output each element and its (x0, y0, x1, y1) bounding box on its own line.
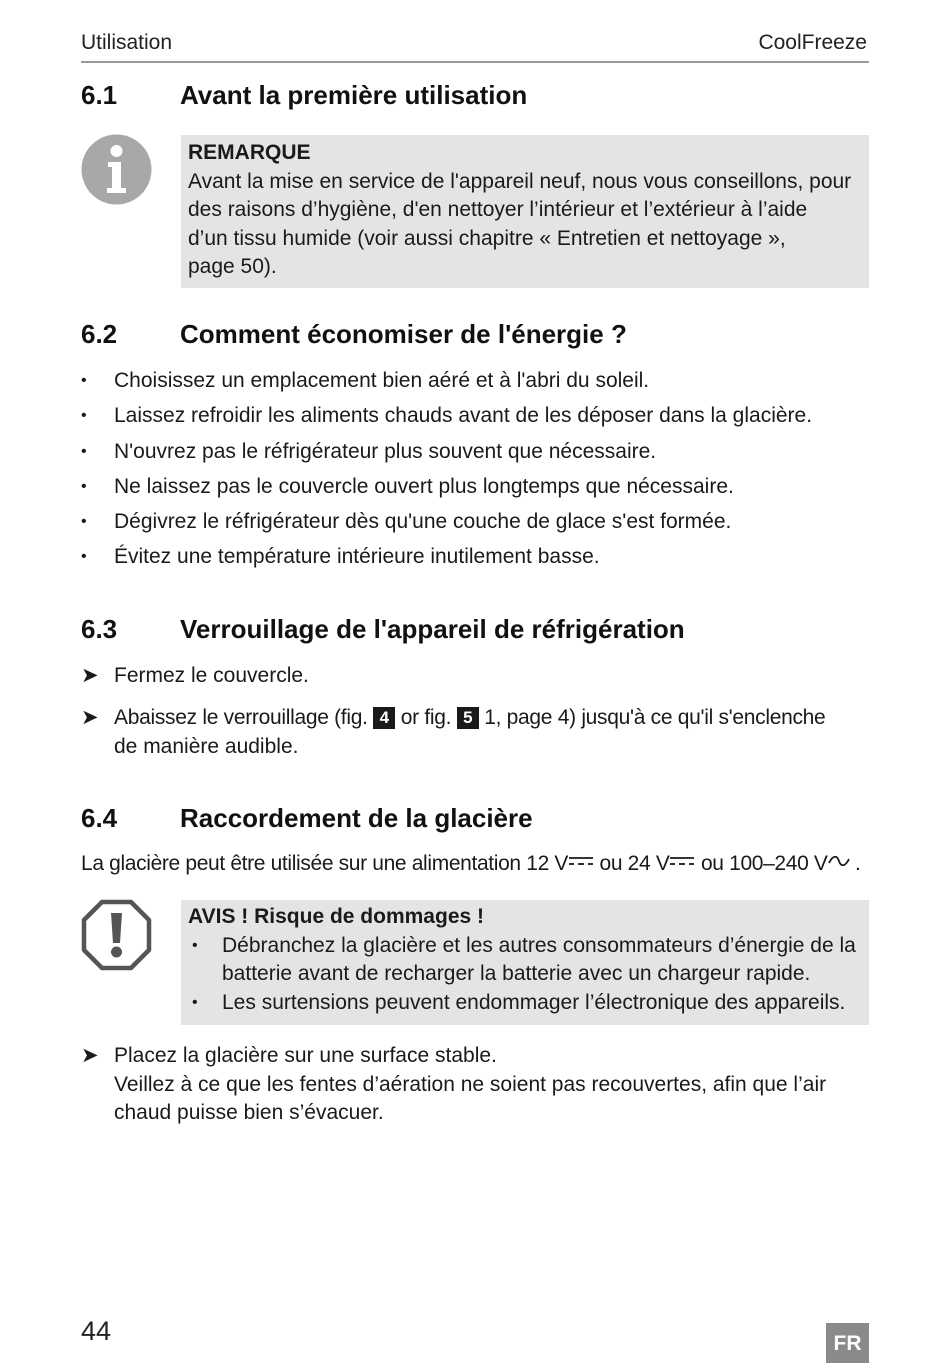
remark-box (181, 135, 869, 288)
list-item-text: N'ouvrez pas le réfrigérateur plus souvent que nécessaire. (114, 440, 657, 463)
bullet-glyph: • (81, 513, 87, 530)
remark-line: des raisons d’hygiène, d'en nettoyer l’intérieur et l’extérieur à l’aide (188, 198, 808, 221)
ac-symbol-icon (828, 854, 850, 868)
language-badge: FR (826, 1323, 869, 1363)
section-title: Avant la première utilisation (180, 80, 528, 110)
list-item-text: Choisissez un emplacement bien aéré et à l'abri du soleil. (114, 369, 650, 392)
section-number: 6.3 (81, 614, 118, 644)
bullet-glyph: • (81, 372, 87, 389)
paragraph-text: ou 100–240 V (695, 852, 828, 875)
warning-icon (81, 899, 152, 971)
warning-box (181, 900, 869, 1025)
instruction-step (81, 704, 869, 764)
warning-line: batterie avant de recharger la batterie avec un chargeur rapide. (222, 962, 811, 985)
figure-ref-badge: 5 (457, 707, 479, 729)
remark-title: REMARQUE (188, 141, 311, 164)
info-icon (81, 134, 152, 205)
warning-list-item (188, 932, 868, 989)
section-number: 6.4 (81, 803, 118, 833)
section-title: Comment économiser de l'énergie ? (180, 319, 627, 349)
section-heading-6-4 (81, 803, 869, 837)
step-text: or fig. (395, 706, 457, 729)
section-number: 6.1 (81, 80, 118, 110)
step-text: chaud puisse bien s’évacuer. (114, 1101, 384, 1124)
paragraph-text: La glacière peut être utilisée sur une alimentation 12 V (81, 852, 569, 875)
list-item-text: Ne laissez pas le couvercle ouvert plus longtemps que nécessaire. (114, 475, 734, 498)
running-header-product: CoolFreeze (758, 31, 867, 54)
section-title: Verrouillage de l'appareil de réfrigération (180, 614, 685, 644)
section-title: Raccordement de la glacière (180, 803, 533, 833)
warning-list-item (188, 989, 868, 1018)
remark-line: Avant la mise en service de l'appareil neuf, nous vous conseillons, pour (188, 169, 852, 193)
arrow-icon: ➤ (81, 1044, 99, 1067)
bullet-glyph: • (81, 478, 87, 495)
paragraph-text: ou 24 V (594, 852, 670, 875)
list-item-text: Dégivrez le réfrigérateur dès qu'une couche de glace s'est formée. (114, 510, 732, 533)
header-rule (81, 61, 869, 63)
instruction-step (81, 1042, 869, 1132)
bullet-glyph: • (81, 443, 87, 460)
arrow-icon: ➤ (81, 664, 99, 687)
running-header-section: Utilisation (81, 31, 173, 54)
bullet-glyph: • (81, 548, 87, 565)
bullet-glyph: • (192, 936, 198, 954)
warning-list (188, 932, 868, 1018)
section-heading-6-2 (81, 319, 869, 353)
power-supply-paragraph (81, 850, 881, 879)
section-heading-6-3 (81, 614, 869, 648)
list-item-text: Laissez refroidir les aliments chauds avant de les déposer dans la glacière. (114, 404, 813, 427)
page-number: 44 (81, 1316, 112, 1346)
dc-symbol-icon (568, 854, 594, 868)
section-number: 6.2 (81, 319, 118, 349)
figure-ref-badge: 4 (373, 707, 395, 729)
step-text: Veillez à ce que les fentes d’aération ne soient pas recouvertes, afin que l’air (114, 1072, 827, 1096)
warning-line: Débranchez la glacière et les autres consommateurs d’énergie de la (222, 933, 856, 957)
warning-title: AVIS ! Risque de dommages ! (188, 905, 484, 928)
bullet-glyph: • (81, 407, 87, 424)
remark-line: d’un tissu humide (voir aussi chapitre « Entretien et nettoyage », (188, 226, 786, 250)
remark-line: page 50). (188, 255, 277, 278)
step-text: 1, page 4) jusqu'à ce qu'il s'enclenche (478, 706, 826, 729)
step-text: de manière audible. (114, 734, 299, 758)
instruction-step (81, 662, 869, 692)
bullet-glyph: • (192, 993, 198, 1011)
step-text: Placez la glacière sur une surface stable. (114, 1044, 497, 1067)
warning-line: Les surtensions peuvent endommager l’électronique des appareils. (222, 990, 846, 1014)
step-text: Abaissez le verrouillage (fig. (114, 706, 374, 729)
dc-symbol-icon (669, 854, 695, 868)
step-text: Fermez le couvercle. (114, 664, 309, 687)
paragraph-text: . (849, 852, 861, 875)
section-heading-6-1 (81, 80, 869, 114)
list-item-text: Évitez une température intérieure inutilement basse. (114, 545, 600, 568)
arrow-icon: ➤ (81, 706, 99, 729)
